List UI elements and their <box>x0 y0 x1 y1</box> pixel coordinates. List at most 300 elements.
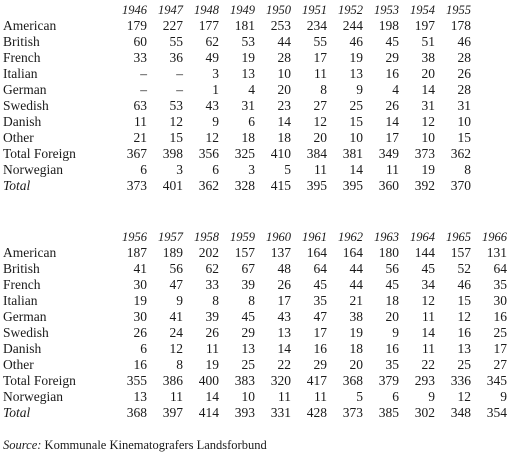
table-cell: 11 <box>422 309 435 324</box>
year-header: 1952 <box>338 3 363 17</box>
table-cell: 385 <box>378 405 399 420</box>
table-cell: 22 <box>421 357 435 372</box>
table-cell: 17 <box>313 325 327 340</box>
table-cell: 67 <box>241 261 255 276</box>
table-cell: 6 <box>248 114 255 129</box>
table-cell: 400 <box>198 373 219 388</box>
table-cell: 60 <box>133 34 147 49</box>
table-cell: 12 <box>457 309 471 324</box>
table-cell: 181 <box>234 18 255 33</box>
table-cell: 41 <box>133 261 147 276</box>
table-cell: 157 <box>450 245 471 260</box>
table-cell: 293 <box>414 373 435 388</box>
table-cell: 19 <box>205 357 219 372</box>
table-cell: 11 <box>170 389 183 404</box>
table-cell: 393 <box>234 405 255 420</box>
row-label: German <box>3 309 47 324</box>
table-cell: 362 <box>450 146 471 161</box>
table-cell: 355 <box>126 373 147 388</box>
table-cell: 177 <box>198 18 219 33</box>
table-cell: 348 <box>450 405 471 420</box>
table-cell: 12 <box>421 293 435 308</box>
table-cell: 63 <box>133 98 147 113</box>
table-cell: 39 <box>241 277 255 292</box>
table-cell: 26 <box>457 66 471 81</box>
table-cell: 11 <box>422 341 435 356</box>
table-cell: 386 <box>162 373 183 388</box>
table-cell: 15 <box>457 130 471 145</box>
table-cell: 14 <box>277 341 291 356</box>
table-cell: 164 <box>306 245 327 260</box>
table-cell: 3 <box>176 162 183 177</box>
table-row <box>3 341 509 357</box>
table-cell: 137 <box>270 245 291 260</box>
table-cell: 8 <box>320 82 327 97</box>
table-cell: 12 <box>457 389 471 404</box>
table-cell: 367 <box>126 146 147 161</box>
table-cell: 8 <box>176 357 183 372</box>
table-cell: 360 <box>378 178 399 193</box>
table-cell: 31 <box>421 98 435 113</box>
table-cell: 20 <box>277 82 291 97</box>
table-cell: 35 <box>493 277 507 292</box>
table-cell: 392 <box>414 178 435 193</box>
table-cell: 31 <box>241 98 255 113</box>
table-cell: 9 <box>428 389 435 404</box>
table-cell: 320 <box>270 373 291 388</box>
table-cell: 64 <box>493 261 507 276</box>
row-label: Total <box>3 405 31 420</box>
table-cell: 9 <box>500 389 507 404</box>
table-cell: 16 <box>313 341 327 356</box>
table-cell: 13 <box>241 66 255 81</box>
year-header: 1960 <box>266 230 291 244</box>
table-row <box>3 114 473 130</box>
table-cell: 373 <box>342 405 363 420</box>
table-cell: 9 <box>356 82 363 97</box>
row-label-header <box>3 229 113 245</box>
table-cell: 157 <box>234 245 255 260</box>
table-cell: 31 <box>457 98 471 113</box>
table-cell: 39 <box>205 309 219 324</box>
table-cell: – <box>140 66 147 81</box>
table-cell: 8 <box>248 293 255 308</box>
table-cell: 178 <box>450 18 471 33</box>
table-cell: 11 <box>278 389 291 404</box>
table-cell: 18 <box>385 293 399 308</box>
row-label: Total Foreign <box>3 373 76 388</box>
table-cell: 13 <box>277 325 291 340</box>
table-cell: 345 <box>486 373 507 388</box>
table-cell: 253 <box>270 18 291 33</box>
table-cell: 28 <box>277 50 291 65</box>
year-header: 1953 <box>374 3 399 17</box>
table-row <box>3 277 509 293</box>
table-cell: 17 <box>277 293 291 308</box>
table-cell: 25 <box>457 357 471 372</box>
table-cell: 16 <box>493 309 507 324</box>
table-cell: 44 <box>349 261 363 276</box>
year-header: 1961 <box>302 230 327 244</box>
source-text: Kommunale Kinematografers Landsforbund <box>44 438 267 452</box>
table-row <box>3 261 509 277</box>
table-cell: 47 <box>169 277 183 292</box>
year-header: 1966 <box>482 230 507 244</box>
table-cell: 17 <box>493 341 507 356</box>
table-cell: 44 <box>349 277 363 292</box>
table-cell: 1 <box>212 82 219 97</box>
table-cell: 370 <box>450 178 471 193</box>
table-cell: 401 <box>162 178 183 193</box>
row-label: Italian <box>3 66 38 81</box>
table-cell: 325 <box>234 146 255 161</box>
row-label: Danish <box>3 341 42 356</box>
table-cell: 16 <box>133 357 147 372</box>
table-cell: 25 <box>349 98 363 113</box>
year-header: 1962 <box>338 230 363 244</box>
table-cell: 29 <box>385 50 399 65</box>
table-cell: 19 <box>241 50 255 65</box>
row-label: British <box>3 34 40 49</box>
table-cell: 13 <box>349 66 363 81</box>
table-cell: 11 <box>386 162 399 177</box>
table-cell: 410 <box>270 146 291 161</box>
table-cell: 9 <box>176 293 183 308</box>
table-cell: 11 <box>134 114 147 129</box>
table-cell: 26 <box>385 98 399 113</box>
table-row <box>3 162 473 178</box>
table-cell: 198 <box>378 18 399 33</box>
table-cell: 381 <box>342 146 363 161</box>
table-cell: 14 <box>277 114 291 129</box>
year-header-row <box>3 229 509 245</box>
table-row <box>3 245 509 261</box>
table-cell: 53 <box>169 98 183 113</box>
film-imports-table-1946-1955 <box>3 2 473 194</box>
table-cell: 25 <box>493 325 507 340</box>
table-cell: 29 <box>313 357 327 372</box>
table-row <box>3 178 473 194</box>
table-cell: 20 <box>385 309 399 324</box>
table-cell: 12 <box>205 130 219 145</box>
table-cell: 46 <box>457 277 471 292</box>
table-cell: 349 <box>378 146 399 161</box>
table-cell: 35 <box>385 357 399 372</box>
table-cell: 189 <box>162 245 183 260</box>
table-cell: 45 <box>385 34 399 49</box>
row-label: British <box>3 261 40 276</box>
table-row <box>3 373 509 389</box>
table-row <box>3 50 473 66</box>
table-cell: 11 <box>314 162 327 177</box>
table-cell: 5 <box>356 389 363 404</box>
table-row <box>3 389 509 405</box>
row-label: German <box>3 82 47 97</box>
table-cell: 4 <box>392 82 399 97</box>
table-cell: 398 <box>162 146 183 161</box>
table-cell: 55 <box>169 34 183 49</box>
row-label: Danish <box>3 114 42 129</box>
table-cell: 45 <box>241 309 255 324</box>
table-cell: 383 <box>234 373 255 388</box>
row-label: Other <box>3 130 34 145</box>
table-cell: 45 <box>421 261 435 276</box>
source-note <box>3 437 267 453</box>
table-cell: 302 <box>414 405 435 420</box>
table-cell: 45 <box>385 277 399 292</box>
year-header: 1955 <box>446 3 471 17</box>
table-cell: 43 <box>277 309 291 324</box>
table-cell: 328 <box>234 178 255 193</box>
table-cell: 144 <box>414 245 435 260</box>
table-cell: 51 <box>421 34 435 49</box>
table-cell: 12 <box>169 114 183 129</box>
table-cell: 8 <box>464 162 471 177</box>
table-cell: 373 <box>414 146 435 161</box>
table-cell: 6 <box>212 162 219 177</box>
table-cell: 234 <box>306 18 327 33</box>
row-label: Italian <box>3 293 38 308</box>
year-header-row <box>3 2 473 18</box>
table-cell: 21 <box>349 293 363 308</box>
table-row <box>3 293 509 309</box>
table-cell: 15 <box>169 130 183 145</box>
table-cell: 20 <box>421 66 435 81</box>
table-cell: 6 <box>140 341 147 356</box>
row-label: French <box>3 277 41 292</box>
table-cell: 49 <box>205 50 219 65</box>
film-imports-table-1956-1966 <box>3 229 509 421</box>
row-label: French <box>3 50 41 65</box>
table-cell: 17 <box>313 50 327 65</box>
table-cell: 417 <box>306 373 327 388</box>
table-cell: 11 <box>206 341 219 356</box>
table-cell: 131 <box>486 245 507 260</box>
row-label: Norwegian <box>3 389 63 404</box>
table-row <box>3 325 509 341</box>
table-cell: 9 <box>212 114 219 129</box>
table-cell: 9 <box>392 325 399 340</box>
table-cell: 19 <box>349 325 363 340</box>
table-cell: 25 <box>241 357 255 372</box>
table-cell: 180 <box>378 245 399 260</box>
year-header: 1963 <box>374 230 399 244</box>
table-cell: 26 <box>205 325 219 340</box>
table-cell: 19 <box>349 50 363 65</box>
table-cell: 227 <box>162 18 183 33</box>
table-cell: 56 <box>385 261 399 276</box>
table-cell: 33 <box>133 50 147 65</box>
table-cell: 26 <box>133 325 147 340</box>
table-cell: – <box>176 82 183 97</box>
row-label: Swedish <box>3 325 49 340</box>
table-row <box>3 18 473 34</box>
table-cell: 397 <box>162 405 183 420</box>
table-row <box>3 34 473 50</box>
table-cell: 44 <box>277 34 291 49</box>
table-cell: 244 <box>342 18 363 33</box>
table-row <box>3 98 473 114</box>
table-cell: 12 <box>313 114 327 129</box>
source-label: Source: <box>3 438 42 452</box>
table-cell: – <box>176 66 183 81</box>
table-cell: 18 <box>349 341 363 356</box>
table-cell: 428 <box>306 405 327 420</box>
table-cell: 354 <box>486 405 507 420</box>
table-cell: 33 <box>205 277 219 292</box>
table-cell: 23 <box>277 98 291 113</box>
table-row <box>3 66 473 82</box>
table-cell: 26 <box>277 277 291 292</box>
table-cell: 10 <box>241 389 255 404</box>
table-cell: 28 <box>457 82 471 97</box>
table-cell: 3 <box>248 162 255 177</box>
table-cell: 20 <box>313 130 327 145</box>
table-cell: 336 <box>450 373 471 388</box>
table-cell: 15 <box>457 293 471 308</box>
table-cell: 356 <box>198 146 219 161</box>
table-cell: 24 <box>169 325 183 340</box>
table-cell: 6 <box>140 162 147 177</box>
table-cell: 18 <box>277 130 291 145</box>
row-label: Norwegian <box>3 162 63 177</box>
table-cell: 13 <box>241 341 255 356</box>
table-cell: 19 <box>133 293 147 308</box>
table-row <box>3 82 473 98</box>
table-cell: 395 <box>306 178 327 193</box>
table-cell: 36 <box>169 50 183 65</box>
year-header: 1948 <box>194 3 219 17</box>
table-cell: 30 <box>133 309 147 324</box>
table-row <box>3 405 509 421</box>
table-cell: 45 <box>313 277 327 292</box>
table-cell: 46 <box>349 34 363 49</box>
table-cell: 414 <box>198 405 219 420</box>
table-cell: 27 <box>493 357 507 372</box>
year-header: 1964 <box>410 230 435 244</box>
table-cell: 56 <box>169 261 183 276</box>
table-cell: 6 <box>392 389 399 404</box>
table-cell: 35 <box>313 293 327 308</box>
table-cell: 12 <box>421 114 435 129</box>
table-cell: 3 <box>212 66 219 81</box>
year-header: 1951 <box>302 3 327 17</box>
table-cell: 47 <box>313 309 327 324</box>
table-cell: – <box>140 82 147 97</box>
table-cell: 11 <box>314 66 327 81</box>
table-cell: 179 <box>126 18 147 33</box>
table-cell: 29 <box>241 325 255 340</box>
table-cell: 62 <box>205 34 219 49</box>
table-cell: 27 <box>313 98 327 113</box>
table-cell: 5 <box>284 162 291 177</box>
row-label: Total <box>3 178 31 193</box>
year-header: 1958 <box>194 230 219 244</box>
year-header: 1956 <box>122 230 147 244</box>
table-cell: 64 <box>313 261 327 276</box>
table-cell: 30 <box>493 293 507 308</box>
table-cell: 16 <box>385 66 399 81</box>
table-cell: 368 <box>126 405 147 420</box>
year-header: 1946 <box>122 3 147 17</box>
table-cell: 14 <box>349 162 363 177</box>
table-cell: 17 <box>385 130 399 145</box>
table-row <box>3 309 509 325</box>
table-cell: 10 <box>349 130 363 145</box>
year-header: 1965 <box>446 230 471 244</box>
table-cell: 22 <box>277 357 291 372</box>
row-label: American <box>3 245 57 260</box>
table-cell: 4 <box>248 82 255 97</box>
table-cell: 164 <box>342 245 363 260</box>
table-cell: 16 <box>385 341 399 356</box>
table-cell: 415 <box>270 178 291 193</box>
table-cell: 48 <box>277 261 291 276</box>
table-cell: 202 <box>198 245 219 260</box>
table-cell: 368 <box>342 373 363 388</box>
table-cell: 21 <box>133 130 147 145</box>
table-cell: 14 <box>421 325 435 340</box>
table-cell: 53 <box>241 34 255 49</box>
table-cell: 62 <box>205 261 219 276</box>
table-row <box>3 357 509 373</box>
table-cell: 30 <box>133 277 147 292</box>
row-label: Swedish <box>3 98 49 113</box>
row-label: American <box>3 18 57 33</box>
table-cell: 11 <box>314 389 327 404</box>
table-cell: 14 <box>205 389 219 404</box>
table-cell: 187 <box>126 245 147 260</box>
table-cell: 395 <box>342 178 363 193</box>
table-cell: 52 <box>457 261 471 276</box>
table-cell: 55 <box>313 34 327 49</box>
table-cell: 10 <box>457 114 471 129</box>
table-cell: 16 <box>457 325 471 340</box>
table-cell: 14 <box>385 114 399 129</box>
table-cell: 38 <box>349 309 363 324</box>
table-cell: 13 <box>457 341 471 356</box>
year-header: 1957 <box>158 230 183 244</box>
table-cell: 34 <box>421 277 435 292</box>
table-cell: 362 <box>198 178 219 193</box>
table-cell: 10 <box>421 130 435 145</box>
table-cell: 15 <box>349 114 363 129</box>
row-label-header <box>3 2 113 18</box>
table-cell: 379 <box>378 373 399 388</box>
row-label: Total Foreign <box>3 146 76 161</box>
table-cell: 43 <box>205 98 219 113</box>
table-cell: 373 <box>126 178 147 193</box>
table-cell: 46 <box>457 34 471 49</box>
table-cell: 10 <box>277 66 291 81</box>
table-cell: 19 <box>421 162 435 177</box>
table-cell: 13 <box>133 389 147 404</box>
table-cell: 20 <box>349 357 363 372</box>
row-label: Other <box>3 357 34 372</box>
year-header: 1954 <box>410 3 435 17</box>
year-header: 1949 <box>230 3 255 17</box>
table-row <box>3 130 473 146</box>
table-cell: 197 <box>414 18 435 33</box>
table-cell: 28 <box>457 50 471 65</box>
table-cell: 12 <box>169 341 183 356</box>
year-header: 1959 <box>230 230 255 244</box>
table-cell: 384 <box>306 146 327 161</box>
table-cell: 41 <box>169 309 183 324</box>
table-cell: 14 <box>421 82 435 97</box>
year-header: 1950 <box>266 3 291 17</box>
year-header: 1947 <box>158 3 183 17</box>
